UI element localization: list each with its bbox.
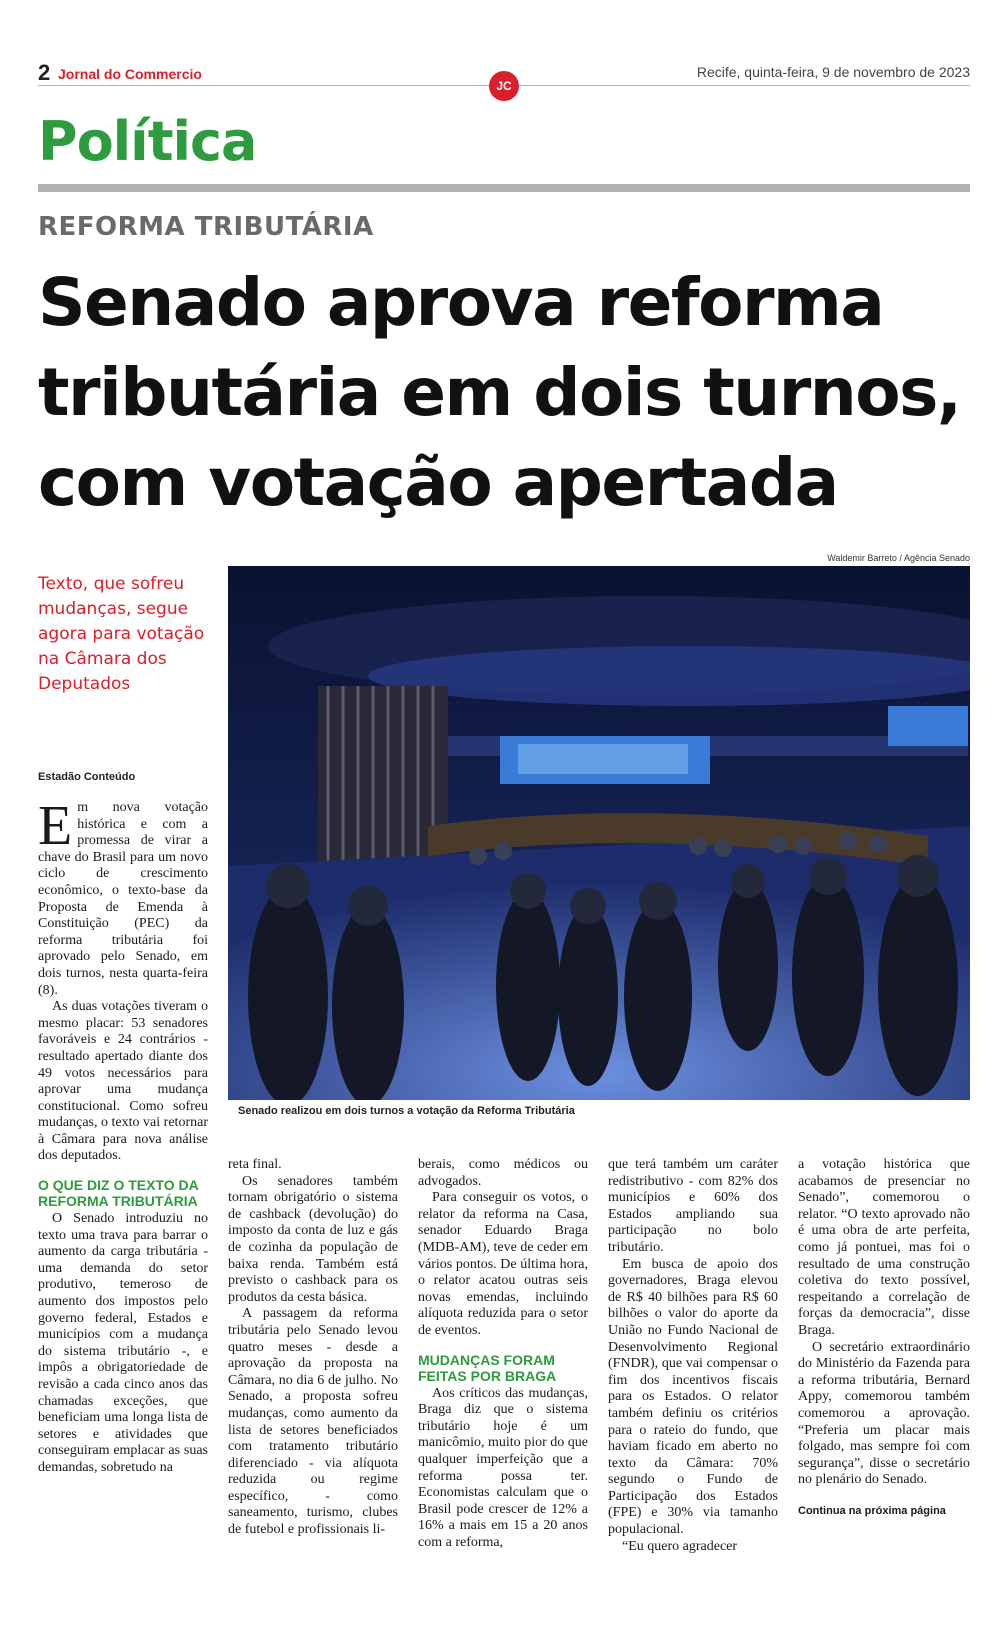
drop-cap: E	[38, 795, 73, 857]
paragraph: berais, como médicos ou advogados.	[418, 1157, 588, 1189]
subheading: MUDANÇAS FORAM FEITAS POR BRAGA	[418, 1351, 557, 1384]
section-divider	[38, 184, 970, 192]
article-column-2	[228, 1157, 398, 1539]
article-column-5	[798, 1157, 970, 1519]
article-subhead: Texto, que sofreu mudanças, segue agora para votação na Câmara dos Deputados	[38, 574, 205, 694]
article-column-1	[38, 795, 208, 1477]
article-kicker: REFORMA TRIBUTÁRIA	[38, 212, 374, 242]
paragraph: “Eu quero agradecer	[622, 1538, 738, 1554]
paragraph: As duas votações tiveram o mesmo placar: 53 senadores favoráveis e 24 contrários - resultado apertado diante dos 49 votos necessários para aprovar uma mudança constitucional. Como sofreu mudanças, o texto vai retornar à Câmara para nova análise dos deputados.	[38, 999, 208, 1164]
subheading: O QUE DIZ O TEXTO DA REFORMA TRIBUTÁRIA	[38, 1177, 199, 1210]
paragraph: Os senadores também tornam obrigatório o sistema de cashback (devolução) do imposto da conta de luz e gás de cozinha da população de baixa renda. Também está previsto o cashback para os produtos da cesta básica.	[228, 1173, 398, 1305]
jc-logo: JC	[489, 71, 519, 101]
paragraph: Aos críticos das mudanças, Braga diz que o sistema tributário hoje é um manicômio, muito pior do que qualquer imperfeição que a reforma possa ter. Economistas calculam que o Brasil pode crescer de 12% a 16% a mais em 15 a 20 anos com a reforma,	[418, 1385, 588, 1550]
paragraph: que terá também um caráter redistributivo - com 82% dos municípios e 60% dos Estados ampliando sua participação no bolo tributário.	[608, 1157, 778, 1255]
paragraph: A passagem da reforma tributária pelo Senado levou quatro meses - desde a aprovação da proposta na Câmara, no dia 6 de julho. No Senado, a proposta sofreu mudanças, como aumento da lista de setores beneficiados com tratamento tributário diferenciado - via alíquota reduzida ou regime específico, - como saneamento, turismo, clubes de futebol e profissionais li-	[228, 1306, 398, 1538]
paragraph: Para conseguir os votos, o relator da reforma na Casa, senador Eduardo Braga (MDB-AM), teve de ceder em vários pontos. De última hora, o relator acatou outras seis novas emendas, incluindo alíquota reduzida para o setor de eventos.	[418, 1190, 588, 1338]
paragraph-text: m nova votação histórica e com a promessa de virar a chave do Brasil para um novo ciclo de crescimento econômico, o texto-base da Proposta de Emenda à Constituição (PEC) da reforma tributária foi aprovado pelo Senado, em dois turnos, nesta quarta-feira (8).	[38, 800, 208, 998]
paragraph: Em busca de apoio dos governadores, Braga elevou de R$ 40 bilhões para R$ 60 bilhões o valor do aporte da União no Fundo Nacional de Desenvolvimento Regional (FNDR), que vai compensar o fim dos incentivos fiscais para os Estados. O relator também definiu os critérios para o rateio do fundo, que haviam ficado em aberto no texto da Câmara: 70% segundo o Fundo de Participação dos Estados (FPE) e 30% via tamanho populacional.	[608, 1256, 778, 1538]
article-column-4	[608, 1157, 778, 1555]
photo-credit: Waldemir Barreto / Agência Senado	[827, 553, 970, 563]
section-title: Política	[38, 110, 257, 173]
dateline: Recife, quinta-feira, 9 de novembro de 2023	[696, 64, 970, 80]
photo-caption: Senado realizou em dois turnos a votação da Reforma Tributária	[238, 1105, 575, 1117]
paragraph: O Senado introduziu no texto uma trava para barrar o aumento da carga tributária - uma demanda do setor produtivo, temeroso de aumento dos impostos pelo governo federal, Estados e municípios com a mudança do sistema tributário -, e impôs a obrigatoriedade de revisão a cada cinco anos das chamadas exceções, que beneficiam uma longa lista de setores e atividades que conseguiram emplacar as suas demandas, sobretudo na	[38, 1211, 208, 1475]
paragraph: O secretário extraordinário do Ministério da Fazenda para a reforma tributária, Bernard Appy, comemorou também comemorou a aprovação. “Preferia um placar mais folgado, mas sempre foi com segurança”, disse o secretário no plenário do Senado.	[798, 1339, 970, 1488]
senate-plenary-photo	[228, 566, 970, 1100]
byline: Estadão Conteúdo	[38, 771, 136, 783]
paragraph: a votação histórica que acabamos de presenciar no Senado”, comemorou o relator. “O texto aprovado não é uma obra de arte perfeita, como já pontuei, mas foi o resultado de uma construção coletiva do texto possível, respeitando a correlação de forças da democracia”, disse Braga.	[798, 1157, 970, 1338]
article-headline: Senado aprova reforma tributária em dois turnos, com votação apertada	[38, 264, 961, 521]
paragraph	[38, 795, 208, 999]
brand-name: Jornal do Commercio	[58, 66, 202, 82]
paragraph: reta final.	[228, 1157, 282, 1172]
page-number: 2	[38, 60, 51, 85]
continued-notice: Continua na próxima página	[798, 1504, 946, 1517]
article-column-3	[418, 1157, 588, 1551]
plenary-illustration	[228, 566, 970, 1100]
